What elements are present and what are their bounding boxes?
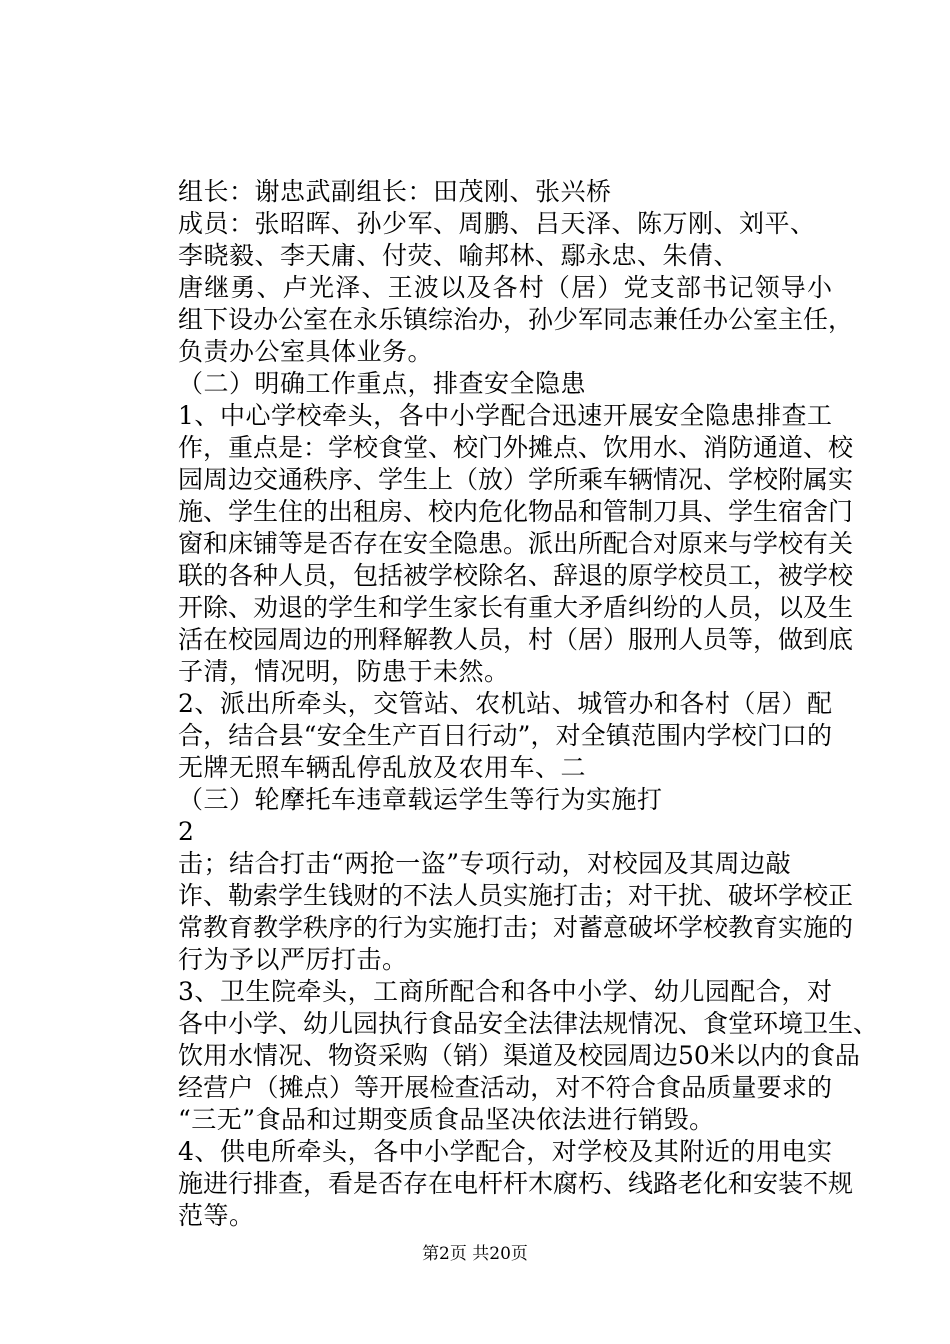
text-line: 诈、勒索学生钱财的不法人员实施打击；对干扰、破坏学校正 <box>178 881 854 910</box>
text-line: 子清，情况明，防患于未然。 <box>178 657 510 686</box>
text-line: 3、卫生院牵头，工商所配合和各中小学、幼儿园配合，对 <box>178 977 832 1006</box>
text-line: 唐继勇、卢光泽、王波以及各村（居）党支部书记领导小 <box>178 273 832 302</box>
section-heading: （三）轮摩托车违章载运学生等行为实施打 <box>178 785 663 814</box>
text-line: 成员：张昭晖、孙少军、周鹏、吕天泽、陈万刚、刘平、 <box>178 209 816 238</box>
text-line: 饮用水情况、物资采购（销）渠道及校园周边50米以内的食品 <box>178 1041 860 1070</box>
text-line: 负责办公室具体业务。 <box>178 337 434 366</box>
page-footer: 第2页 共20页 <box>422 1244 528 1264</box>
text-line: 范等。 <box>178 1201 255 1230</box>
text-line: 组长：谢忠武副组长：田茂刚、张兴桥 <box>178 177 612 206</box>
text-line: 开除、劝退的学生和学生家长有重大矛盾纠纷的人员，以及生 <box>178 593 854 622</box>
text-line: 经营户（摊点）等开展检查活动，对不符合食品质量要求的 <box>178 1073 832 1102</box>
text-line: 作，重点是：学校食堂、校门外摊点、饮用水、消防通道、校 <box>178 433 854 462</box>
text-line: 各中小学、幼儿园执行食品安全法律法规情况、食堂环境卫生、 <box>178 1009 879 1038</box>
text-line: 无牌无照车辆乱停乱放及农用车、二 <box>178 753 587 782</box>
text-line: 合，结合县“安全生产百日行动”，对全镇范围内学校门口的 <box>178 721 832 750</box>
text-line: 活在校园周边的刑释解教人员，村（居）服刑人员等，做到底 <box>178 625 854 654</box>
text-line: 击；结合打击“两抢一盗”专项行动，对校园及其周边敲 <box>178 849 792 878</box>
inline-number: 2 <box>178 817 195 846</box>
text-line: 联的各种人员，包括被学校除名、辞退的原学校员工，被学校 <box>178 561 854 590</box>
text-line: “三无”食品和过期变质食品坚决依法进行销毁。 <box>178 1105 715 1134</box>
text-line: 李晓毅、李天庸、付荧、喻邦林、鄢永忠、朱倩、 <box>178 241 740 270</box>
section-heading: （二）明确工作重点，排查安全隐患 <box>178 369 587 398</box>
text-line: 园周边交通秩序、学生上（放）学所乘车辆情况、学校附属实 <box>178 465 854 494</box>
text-line: 行为予以严厉打击。 <box>178 945 408 974</box>
text-line: 窗和床铺等是否存在安全隐患。派出所配合对原来与学校有关 <box>178 529 854 558</box>
text-line: 组下设办公室在永乐镇综治办，孙少军同志兼任办公室主任， <box>178 305 854 334</box>
text-line: 1、中心学校牵头，各中小学配合迅速开展安全隐患排查工 <box>178 401 832 430</box>
text-line: 常教育教学秩序的行为实施打击；对蓄意破坏学校教育实施的 <box>178 913 854 942</box>
text-line: 2、派出所牵头，交管站、农机站、城管办和各村（居）配 <box>178 689 832 718</box>
text-line: 施进行排查，看是否存在电杆杆木腐朽、线路老化和安装不规 <box>178 1169 854 1198</box>
text-line: 施、学生住的出租房、校内危化物品和管制刀具、学生宿舍门 <box>178 497 854 526</box>
text-line: 4、供电所牵头，各中小学配合，对学校及其附近的用电实 <box>178 1137 832 1166</box>
